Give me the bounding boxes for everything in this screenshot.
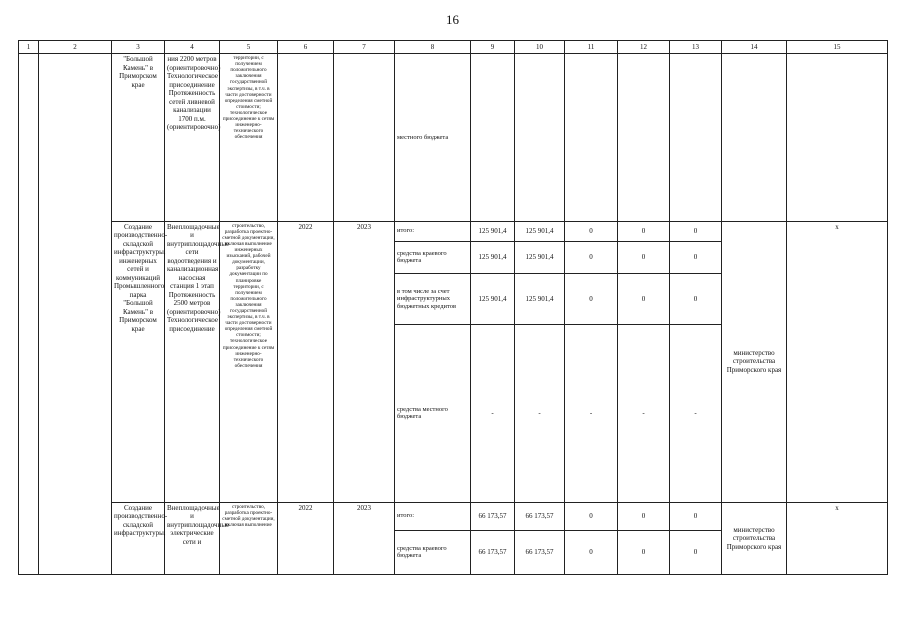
object-params-cell: Внеплощадочные и внутриплощадочные электрические сети и [165, 502, 220, 574]
value-cell: - [565, 325, 618, 503]
funding-source-cell: в том числе за счет инфраструктурных бюджетных кредитов [395, 273, 471, 324]
value-cell: 66 173,57 [515, 530, 565, 574]
header-cell: 5 [220, 41, 278, 54]
value-cell: 125 901,4 [515, 273, 565, 324]
value-cell: 66 173,57 [515, 502, 565, 530]
object-params-cell: Внеплощадочные и внутриплощадочные сети водоотведения и канализационная насосная станция 1 этап Протяженность 2500 метров (ориентировочно) Технологическое присоединение [165, 221, 220, 502]
header-cell: 13 [670, 41, 722, 54]
header-cell: 2 [39, 41, 112, 54]
value-cell: 0 [565, 530, 618, 574]
funding-source-cell: средства краевого бюджета [395, 530, 471, 574]
table-row [19, 221, 888, 241]
note-cell: x [787, 221, 888, 502]
header-cell: 10 [515, 41, 565, 54]
funding-source-cell: местного бюджета [395, 54, 471, 222]
budget-table [18, 40, 888, 575]
header-cell: 8 [395, 41, 471, 54]
header-cell: 15 [787, 41, 888, 54]
year-start-cell [278, 54, 334, 222]
responsible-cell [722, 54, 787, 222]
funding-source-cell: средства местного бюджета [395, 325, 471, 503]
object-params-cell: ния 2200 метров (ориентировочно) Технологическое присоединение Протяженность сетей ливневой канализации 1700 п.м. (ориентировочно) [165, 54, 220, 222]
header-cell: 11 [565, 41, 618, 54]
value-cell: 125 901,4 [515, 241, 565, 273]
funding-source-cell: итого: [395, 502, 471, 530]
header-cell: 3 [112, 41, 165, 54]
value-cell: 66 173,57 [471, 502, 515, 530]
header-cell: 6 [278, 41, 334, 54]
header-row [19, 41, 888, 54]
value-cell: - [670, 325, 722, 503]
value-cell: 0 [670, 221, 722, 241]
value-cell [565, 54, 618, 222]
works-cell: строительство, разработка проектно-сметной документации, включая выполнение [220, 502, 278, 574]
value-cell: 125 901,4 [471, 241, 515, 273]
value-cell [618, 54, 670, 222]
value-cell: 0 [670, 502, 722, 530]
header-cell: 9 [471, 41, 515, 54]
year-start-cell: 2022 [278, 221, 334, 502]
value-cell: 125 901,4 [471, 273, 515, 324]
value-cell: 0 [565, 273, 618, 324]
works-cell: территории, с получением положительного заключения государственной экспертизы, в т.ч. в части достоверности определения сметной стоимости; технологическое присоединение к сетям инженерно-технического обеспечения [220, 54, 278, 222]
object-name-cell: "Большой Камень" в Приморском крае [112, 54, 165, 222]
value-cell: 0 [565, 502, 618, 530]
header-cell: 1 [19, 41, 39, 54]
year-end-cell: 2023 [334, 221, 395, 502]
works-cell: строительство, разработка проектно-сметной документации, включая выполнение инженерных изысканий, рабочей документации, разработку документации по планировке территории, с получением положительного заключения государственной экспертизы, в т.ч. в части достоверности определения сметной стоимости; технологическое присоединение к сетям инженерно-технического обеспечения [220, 221, 278, 502]
value-cell [471, 54, 515, 222]
note-cell: x [787, 502, 888, 574]
responsible-cell: министерство строительства Приморского края [722, 502, 787, 574]
value-cell: - [471, 325, 515, 503]
header-cell: 4 [165, 41, 220, 54]
funding-source-cell: средства краевого бюджета [395, 241, 471, 273]
value-cell: 0 [670, 273, 722, 324]
table-row [19, 502, 888, 530]
value-cell: 0 [618, 502, 670, 530]
year-start-cell: 2022 [278, 502, 334, 574]
value-cell: 125 901,4 [471, 221, 515, 241]
year-end-cell [334, 54, 395, 222]
responsible-cell: министерство строительства Приморского края [722, 221, 787, 502]
header-cell: 7 [334, 41, 395, 54]
cell-col1 [19, 54, 39, 575]
value-cell: - [515, 325, 565, 503]
object-name-cell: Создание производственно-складской инфраструктуры, инженерных сетей и коммуникаций Промышленного парка "Большой Камень" в Приморском крае [112, 221, 165, 502]
value-cell: - [618, 325, 670, 503]
object-name-cell: Создание производственно-складской инфраструктуры, [112, 502, 165, 574]
note-cell [787, 54, 888, 222]
value-cell: 0 [670, 241, 722, 273]
value-cell [515, 54, 565, 222]
value-cell: 0 [565, 241, 618, 273]
value-cell: 0 [618, 530, 670, 574]
value-cell: 0 [565, 221, 618, 241]
page-number: 16 [446, 12, 459, 27]
value-cell [670, 54, 722, 222]
value-cell: 125 901,4 [515, 221, 565, 241]
header-cell: 14 [722, 41, 787, 54]
value-cell: 0 [618, 221, 670, 241]
table-row [19, 54, 888, 222]
year-end-cell: 2023 [334, 502, 395, 574]
funding-source-cell: итого: [395, 221, 471, 241]
value-cell: 0 [618, 273, 670, 324]
value-cell: 66 173,57 [471, 530, 515, 574]
cell-col2 [39, 54, 112, 575]
value-cell: 0 [618, 241, 670, 273]
header-cell: 12 [618, 41, 670, 54]
value-cell: 0 [670, 530, 722, 574]
